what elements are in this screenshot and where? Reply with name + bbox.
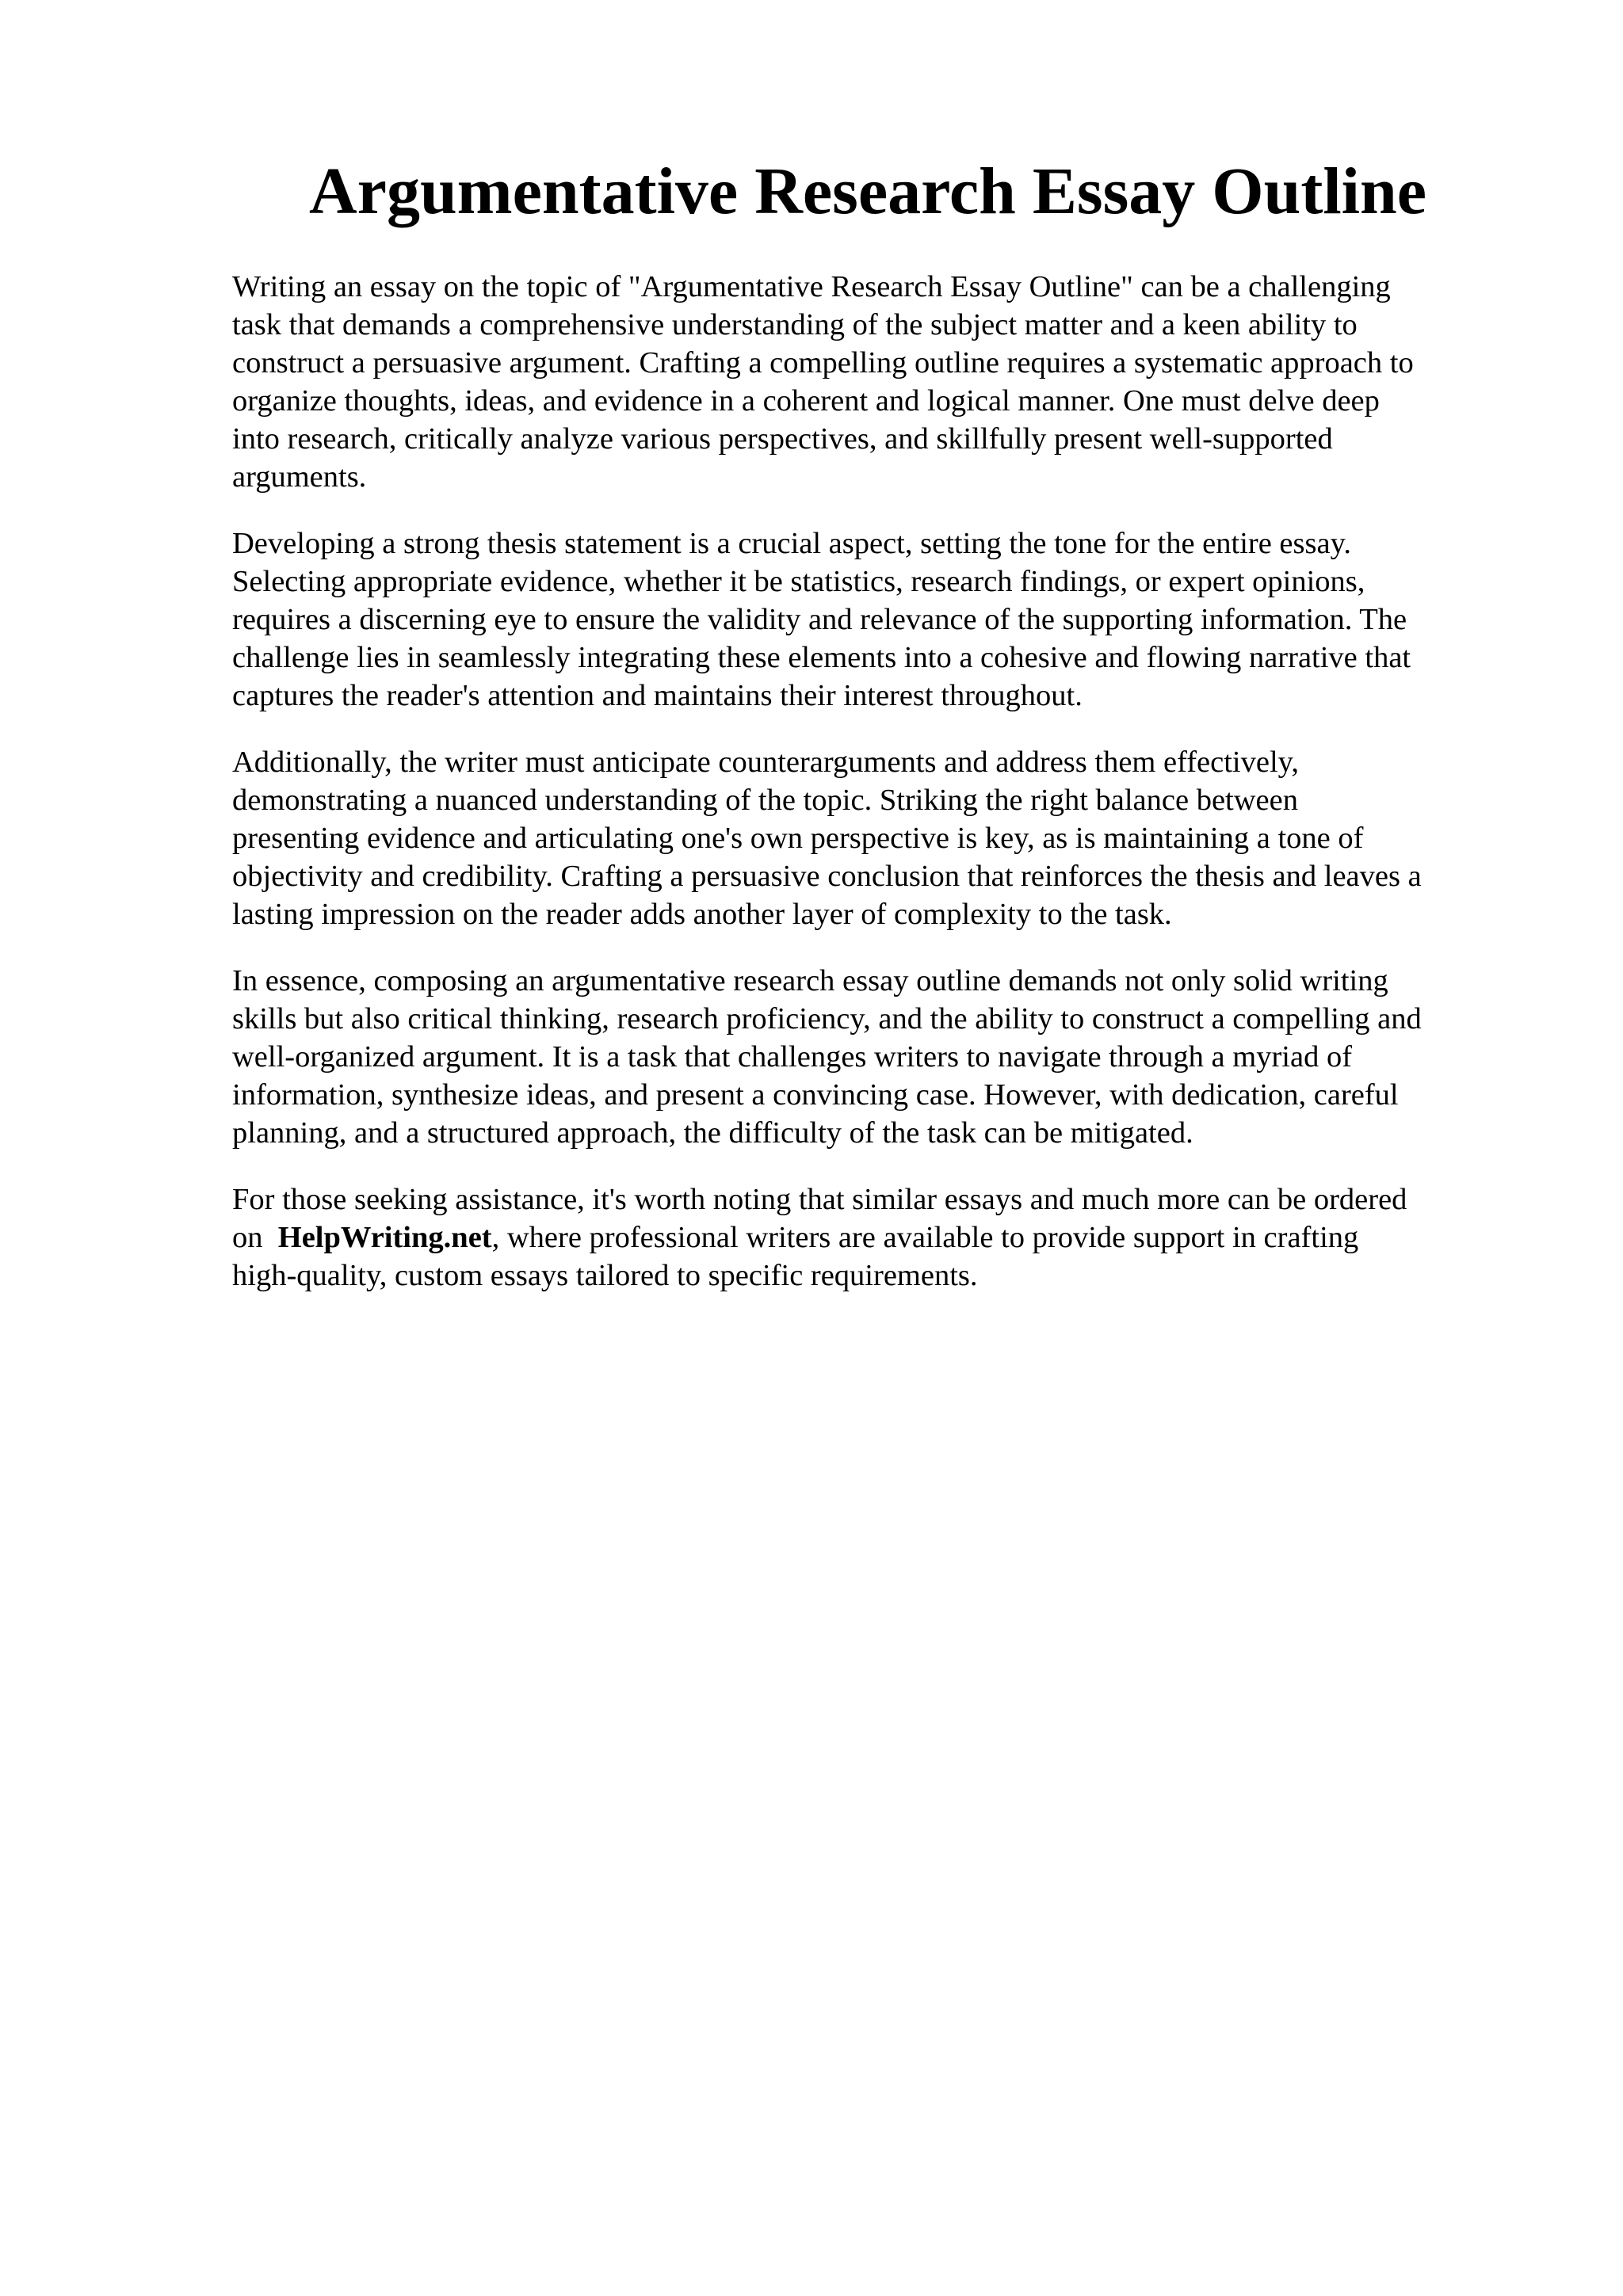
paragraph-line: task that demands a comprehensive understanding of the subject matter and a keen ability to	[232, 308, 1358, 341]
paragraph-line: For those seeking assistance, it's worth noting that similar essays and much more can be ordered	[232, 1183, 1407, 1216]
paragraph-counterarguments	[232, 743, 1532, 933]
paragraph-line: challenge lies in seamlessly integrating these elements into a cohesive and flowing narrative that	[232, 641, 1411, 674]
paragraph-line: Writing an essay on the topic of "Argumentative Research Essay Outline" can be a challenging	[232, 270, 1391, 303]
paragraph-line: arguments.	[232, 460, 367, 494]
closing-suffix: , where professional writers are available to provide support in crafting	[491, 1221, 1359, 1254]
document-body	[232, 268, 1532, 1323]
paragraph-essence	[232, 962, 1532, 1152]
paragraph-line: captures the reader's attention and maintains their interest throughout.	[232, 679, 1083, 712]
paragraph-line: presenting evidence and articulating one's own perspective is key, as is maintaining a tone of	[232, 822, 1364, 855]
paragraph-line: well-organized argument. It is a task that challenges writers to navigate through a myriad of	[232, 1040, 1353, 1074]
closing-prefix: on	[232, 1221, 271, 1254]
paragraph-line: requires a discerning eye to ensure the validity and relevance of the supporting information. The	[232, 603, 1407, 636]
paragraph-line: skills but also critical thinking, research proficiency, and the ability to construct a compelling and	[232, 1002, 1422, 1035]
paragraph-line: Developing a strong thesis statement is a crucial aspect, setting the tone for the entire essay.	[232, 527, 1351, 560]
paragraph-line: organize thoughts, ideas, and evidence in a coherent and logical manner. One must delve deep	[232, 384, 1380, 418]
paragraph-line: In essence, composing an argumentative research essay outline demands not only solid writing	[232, 964, 1388, 997]
paragraph-line: planning, and a structured approach, the difficulty of the task can be mitigated.	[232, 1116, 1193, 1150]
paragraph-line: information, synthesize ideas, and present a convincing case. However, with dedication, careful	[232, 1078, 1399, 1112]
paragraph-thesis	[232, 524, 1532, 715]
paragraph-line: objectivity and credibility. Crafting a persuasive conclusion that reinforces the thesis and leaves a	[232, 860, 1422, 893]
paragraph-line: into research, critically analyze various perspectives, and skillfully present well-supported	[232, 422, 1333, 456]
paragraph-line: demonstrating a nuanced understanding of the topic. Striking the right balance between	[232, 784, 1298, 817]
paragraph-intro	[232, 268, 1532, 496]
paragraph-line: construct a persuasive argument. Crafting a compelling outline requires a systematic approach to	[232, 346, 1414, 379]
paragraph-line: high-quality, custom essays tailored to specific requirements.	[232, 1259, 978, 1292]
paragraph-line: lasting impression on the reader adds another layer of complexity to the task.	[232, 898, 1172, 931]
document-title: Argumentative Research Essay Outline	[309, 154, 1426, 228]
helpwriting-link[interactable]: HelpWriting.net	[277, 1221, 492, 1254]
paragraph-line: Selecting appropriate evidence, whether it be statistics, research findings, or expert opinions,	[232, 565, 1365, 598]
paragraph-line: Additionally, the writer must anticipate counterarguments and address them effectively,	[232, 746, 1300, 779]
paragraph-closing	[232, 1180, 1532, 1295]
paragraph-line-with-link	[232, 1219, 1532, 1257]
